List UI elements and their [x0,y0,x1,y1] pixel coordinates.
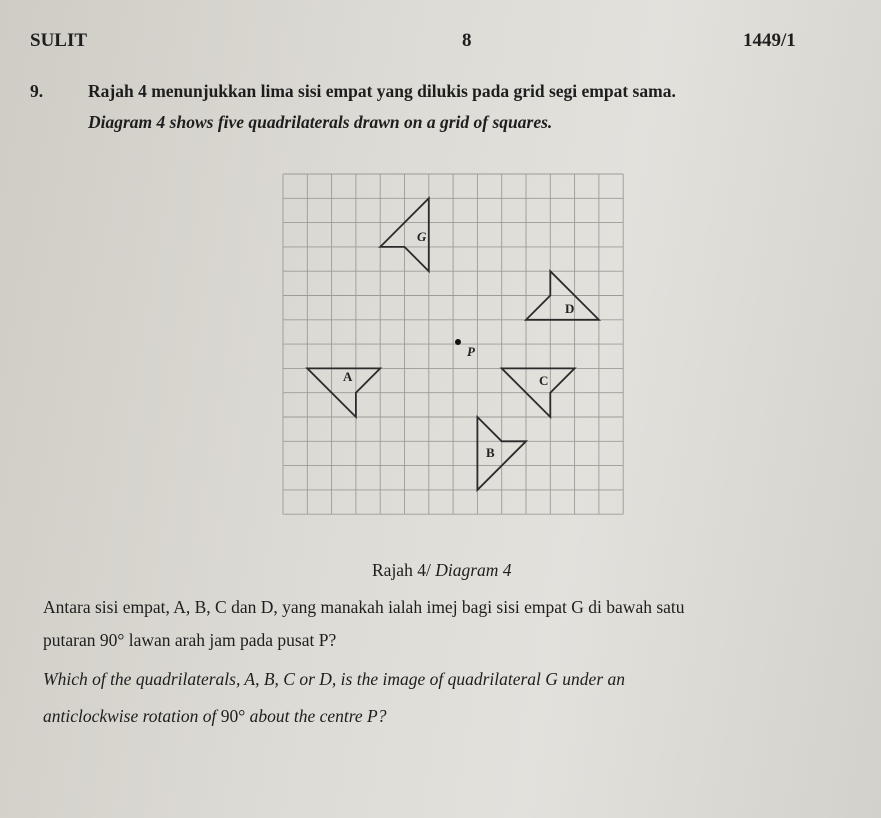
header-sulit: SULIT [30,30,88,51]
malay-question-line1: Antara sisi empat, A, B, C dan D, yang manakah ialah imej bagi sisi empat G di bawah satu [43,597,685,617]
english-q-text-b: about the centre P? [249,706,387,726]
malay-q-text-b: lawan arah jam pada pusat P? [128,630,337,650]
paper-code: 1449/1 [743,30,796,51]
centre-point-P [455,339,461,345]
malay-q-text-a: putaran [43,630,96,650]
page-number: 8 [462,30,472,51]
label-G: G [417,229,427,244]
english-q-text-a: anticlockwise rotation of [43,706,217,726]
caption-malay: Rajah 4/ [372,560,431,580]
label-C: C [539,373,549,388]
malay-intro: Rajah 4 menunjukkan lima sisi empat yang dilukis pada grid segi empat sama. [88,81,676,101]
malay-question-line2 [43,630,336,651]
english-intro: Diagram 4 shows five quadrilaterals drawn on a grid of squares. [88,112,553,132]
label-D: D [565,301,575,316]
label-A: A [343,369,353,384]
label-B: B [486,445,495,460]
diagram-caption [372,560,512,581]
angle-english: 90° [220,706,246,726]
square-grid [283,174,623,514]
english-question-line2 [43,706,387,727]
label-P: P [467,344,475,359]
question-number: 9. [30,81,44,101]
angle-malay: 90° [99,630,125,650]
english-question-line1: Which of the quadrilaterals, A, B, C or D, is the image of quadrilateral G under an [43,669,626,689]
grid-diagram [276,170,642,516]
caption-english: Diagram 4 [435,560,512,580]
